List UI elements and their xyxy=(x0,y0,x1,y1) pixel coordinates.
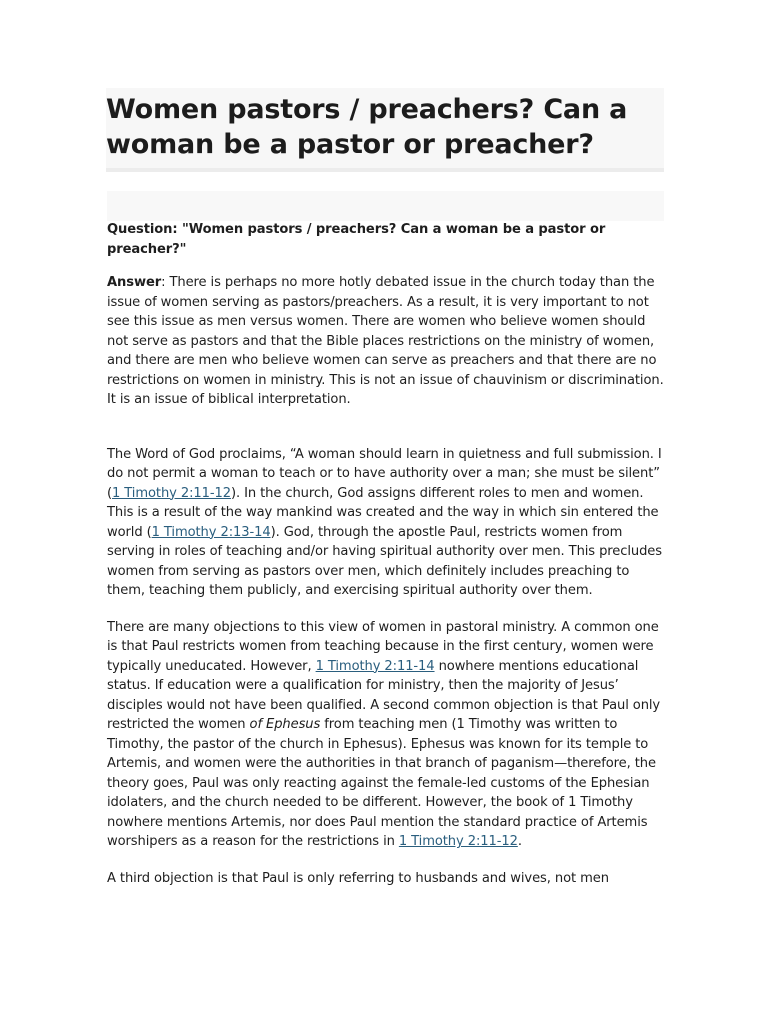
paragraph-text: There are many objections to this view of women in pastoral ministry. A common one is that Paul restricts women from teaching because in the first century, women were typically uneducated. However, xyxy=(107,619,659,674)
answer-paragraph xyxy=(107,273,664,410)
question-label: Question xyxy=(107,222,173,237)
scripture-link-1-timothy-2-11-14[interactable]: 1 Timothy 2:11-14 xyxy=(315,658,435,674)
answer-text: : There is perhaps no more hotly debated issue in the church today than the issue of women serving as pastors/preachers. As a result, it is very important to not see this issue as men versus women. There are women who believe women should not serve as pastors and that the Bible places restrictions on the ministry of women, and there are men who believe women can serve as preachers and that there are no restrictions on women in ministry. This is not an issue of chauvinism or discrimination. It is an issue of biblical interpretation. xyxy=(107,275,664,407)
question-text: : "Women pastors / preachers? Can a woman be a pastor or preacher?" xyxy=(107,222,606,257)
paragraph-text: from teaching men (1 Timothy was written to Timothy, the pastor of the church in Ephesus). Ephesus was known for its temple to Artemis, and women were the authorities in that branch of paganism—therefore, the theory goes, Paul was only reacting against the female-led customs of the Ephesian idolaters, and the church needed to be different. However, the book of 1 Timothy nowhere mentions Artemis, nor does Paul mention the standard practice of Artemis worshipers as a reason for the restrictions in xyxy=(107,717,656,849)
paragraph-text: ). God, through the apostle Paul, restricts women from serving in roles of teaching and/or having spiritual authority over men. This precludes women from serving as pastors over men, which definitely includes preaching to them, teaching them publicly, and exercising spiritual authority over them. xyxy=(107,524,662,598)
title-band xyxy=(106,88,664,172)
scripture-link-1-timothy-2-11-12[interactable]: 1 Timothy 2:11-12 xyxy=(398,834,518,849)
scripture-link-1-timothy-2-11-12[interactable]: 1 Timothy 2:11-12 xyxy=(112,485,231,501)
answer-label: Answer xyxy=(107,275,162,290)
scripture-link-1-timothy-2-13-14[interactable]: 1 Timothy 2:13-14 xyxy=(151,524,271,540)
paragraph-text: A third objection is that Paul is only referring to husbands and wives, not men xyxy=(107,870,609,886)
body-paragraph-3 xyxy=(107,869,664,889)
paragraph-text: . xyxy=(517,834,522,849)
paragraph-text: nowhere mentions educational status. If education were a qualification for ministry, then the majority of Jesus’ disciples would not have been qualified. A second common objection is that Paul only restricted the women xyxy=(107,658,661,732)
subheader-band xyxy=(107,191,664,221)
paragraph-text: ). In the church, God assigns different roles to men and women. This is a result of the way mankind was created and the way in which sin entered the world ( xyxy=(107,485,659,540)
body-paragraph-1 xyxy=(107,445,664,601)
emphasis-text: of Ephesus xyxy=(249,717,321,732)
question-paragraph xyxy=(107,220,664,259)
article xyxy=(107,88,664,888)
page-title: Women pastors / preachers? Can a woman be a pastor or preacher? xyxy=(106,94,628,160)
paragraph-text: The Word of God proclaims, “A woman should learn in quietness and full submission. I do not permit a woman to teach or to have authority over a man; she must be silent” ( xyxy=(107,446,662,501)
body-paragraph-2 xyxy=(107,618,664,852)
